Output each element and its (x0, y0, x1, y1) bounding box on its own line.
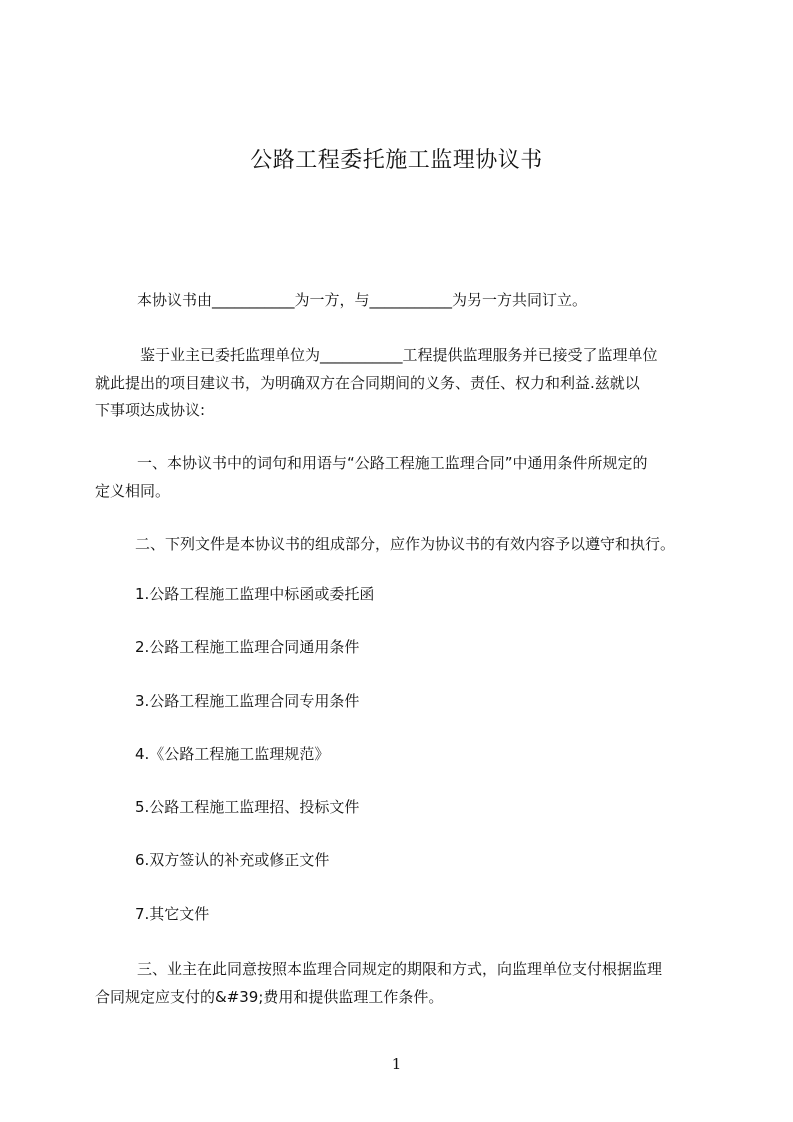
whereas-paragraph-line-1: 鉴于业主已委托监理单位为___________工程提供监理服务并已接受了监理单位 (140, 346, 658, 364)
list-item: 4.《公路工程施工监理规范》 (135, 745, 330, 763)
page-number: 1 (391, 1055, 402, 1073)
list-item: 6.双方签认的补充或修正文件 (135, 851, 330, 869)
list-item: 7.其它文件 (135, 905, 210, 923)
whereas-paragraph-line-2: 就此提出的项目建议书，为明确双方在合同期间的义务、责任、权力和利益.兹就以 (95, 374, 640, 392)
clause-2: 二、下列文件是本协议书的组成部分，应作为协议书的有效内容予以遵守和执行。 (135, 535, 676, 553)
clause-1-line-2: 定义相同。 (95, 482, 171, 500)
clause-3-line-2: 合同规定应支付的&#39;费用和提供监理工作条件。 (95, 988, 444, 1006)
list-item: 5.公路工程施工监理招、投标文件 (135, 798, 360, 816)
whereas-paragraph-line-3: 下事项达成协议: (95, 401, 206, 419)
document-title: 公路工程委托施工监理协议书 (250, 148, 543, 173)
list-item: 3.公路工程施工监理合同专用条件 (135, 692, 360, 710)
list-item: 2.公路工程施工监理合同通用条件 (135, 638, 360, 656)
list-item: 1.公路工程施工监理中标函或委托函 (135, 585, 375, 603)
clause-1-line-1: 一、本协议书中的词句和用语与“公路工程施工监理合同”中通用条件所规定的 (137, 454, 648, 472)
intro-paragraph: 本协议书由___________为一方，与___________为另一方共同订立。 (137, 291, 588, 309)
clause-3-line-1: 三、业主在此同意按照本监理合同规定的期限和方式，向监理单位支付根据监理 (137, 960, 663, 978)
